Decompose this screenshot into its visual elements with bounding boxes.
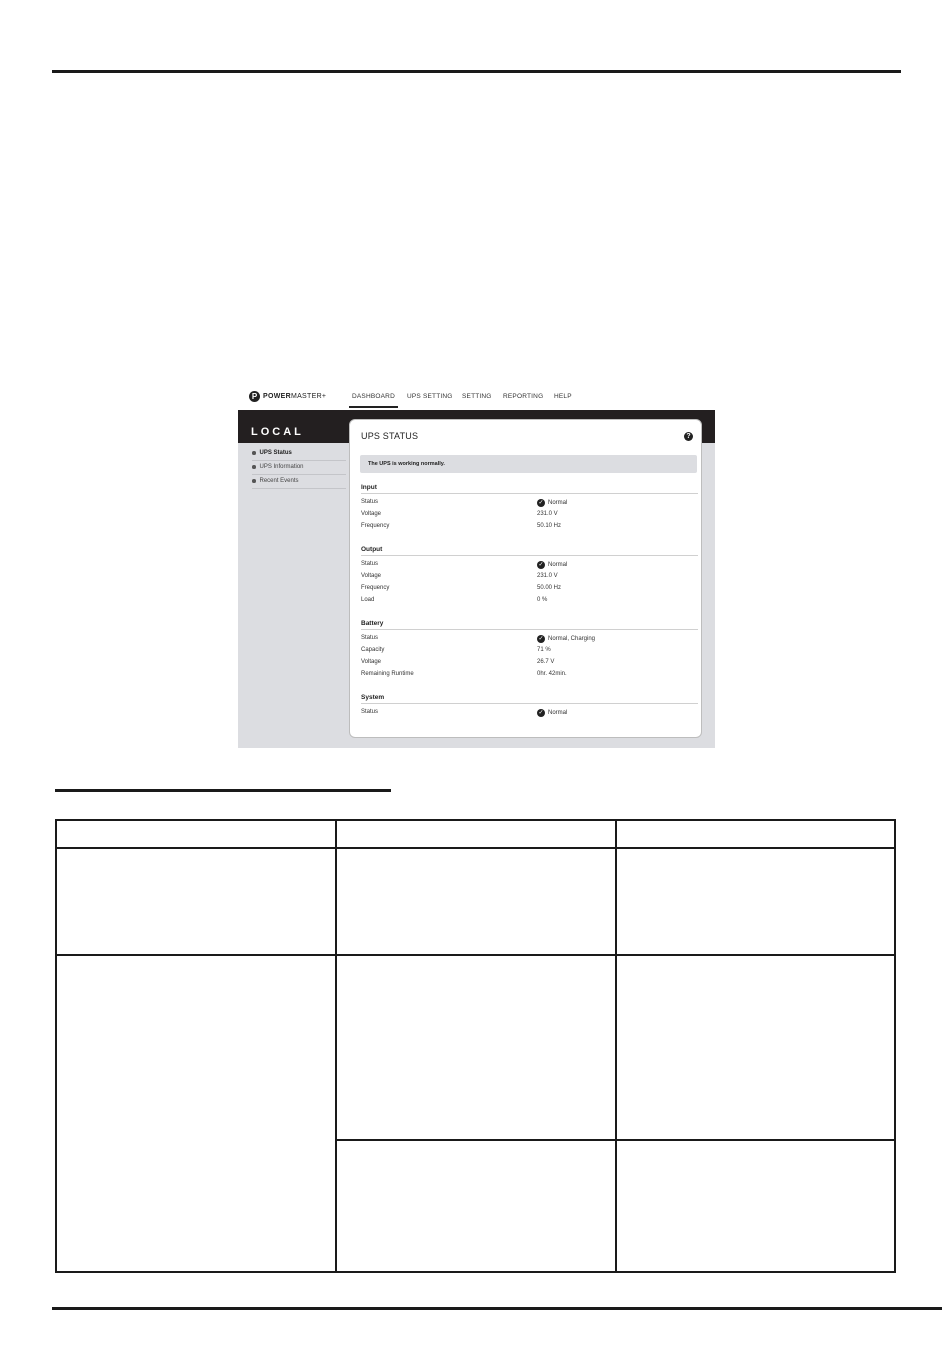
row-label: Frequency	[361, 585, 390, 591]
section-heading-battery: Battery	[361, 620, 698, 630]
sidebar-item-label: UPS Information	[259, 464, 304, 470]
row-value	[537, 635, 595, 643]
row-label: Remaining Runtime	[361, 671, 414, 677]
output-load-row	[361, 597, 698, 607]
table-cell	[615, 954, 896, 1141]
check-circle-icon: ✓	[538, 562, 544, 568]
output-voltage-value: 231.0 V	[537, 573, 558, 579]
check-circle-icon: ✓	[538, 500, 544, 506]
battery-capacity-row	[361, 647, 698, 657]
sidebar-item-label: UPS Status	[259, 450, 292, 456]
powermaster-logo[interactable]	[249, 391, 326, 402]
logo-text-rest: MASTER+	[290, 393, 327, 400]
table-cell	[615, 1139, 896, 1273]
input-voltage-value: 231.0 V	[537, 511, 558, 517]
sidebar-item-label: Recent Events	[259, 478, 299, 484]
table-header-cell	[335, 819, 617, 849]
table-cell	[55, 954, 337, 1273]
bullet-icon	[252, 451, 256, 455]
section-underline	[55, 789, 391, 792]
bullet-icon	[252, 479, 256, 483]
app-screenshot	[238, 386, 715, 748]
ups-status-panel	[349, 419, 702, 738]
row-value	[537, 709, 567, 717]
section-heading-input: Input	[361, 484, 698, 494]
row-label: Voltage	[361, 511, 382, 517]
row-label: Status	[361, 635, 379, 641]
row-label: Capacity	[361, 647, 385, 653]
sidebar-title: LOCAL	[251, 426, 304, 438]
battery-status-value: Normal, Charging	[548, 636, 596, 642]
help-icon[interactable]: ?	[684, 432, 693, 441]
table-header-cell	[55, 819, 337, 849]
bullet-icon	[252, 465, 256, 469]
row-label: Voltage	[361, 573, 382, 579]
nav-help[interactable]: HELP	[554, 393, 572, 400]
row-label: Status	[361, 499, 379, 505]
battery-capacity-value: 71 %	[537, 647, 551, 653]
table-cell	[55, 847, 337, 956]
output-frequency-value: 50.00 Hz	[537, 585, 562, 591]
battery-runtime-row	[361, 671, 698, 681]
sidebar-item-ups-status[interactable]	[252, 446, 346, 461]
table-cell	[335, 847, 617, 956]
input-status-value: Normal	[548, 500, 568, 506]
check-circle-icon: ✓	[538, 710, 544, 716]
output-load-value: 0 %	[537, 597, 548, 603]
section-heading-output: Output	[361, 546, 698, 556]
table-cell	[335, 1139, 617, 1273]
table-header-cell	[615, 819, 896, 849]
logo-text	[263, 393, 326, 400]
bottom-rule	[52, 1307, 942, 1310]
input-frequency-row	[361, 523, 698, 533]
nav-reporting[interactable]: REPORTING	[503, 393, 544, 400]
row-label: Status	[361, 709, 379, 715]
row-value	[537, 499, 567, 507]
row-label: Voltage	[361, 659, 382, 665]
system-status-value: Normal	[548, 710, 568, 716]
row-label: Load	[361, 597, 375, 603]
sidebar-item-recent-events[interactable]	[252, 474, 346, 489]
status-banner: The UPS is working normally.	[360, 455, 697, 473]
logo-icon: P	[249, 391, 260, 402]
system-status-row	[361, 709, 698, 719]
row-value	[537, 561, 567, 569]
row-label: Frequency	[361, 523, 390, 529]
battery-voltage-row	[361, 659, 698, 669]
panel-title: UPS STATUS	[361, 431, 419, 441]
output-status-value: Normal	[548, 562, 568, 568]
table-cell	[615, 847, 896, 956]
sidebar-item-ups-information[interactable]	[252, 460, 346, 475]
nav-setting[interactable]: SETTING	[462, 393, 492, 400]
output-frequency-row	[361, 585, 698, 595]
battery-runtime-value: 0hr. 42min.	[537, 671, 567, 677]
table-cell	[335, 954, 617, 1141]
row-label: Status	[361, 561, 379, 567]
output-voltage-row	[361, 573, 698, 583]
logo-text-bold: POWER	[263, 393, 291, 400]
battery-status-row	[361, 635, 698, 645]
nav-ups-setting[interactable]: UPS SETTING	[407, 393, 453, 400]
input-status-row	[361, 499, 698, 509]
battery-voltage-value: 26.7 V	[537, 659, 555, 665]
input-voltage-row	[361, 511, 698, 521]
nav-dashboard[interactable]: DASHBOARD	[352, 393, 395, 400]
top-navigation	[238, 386, 715, 410]
input-frequency-value: 50.10 Hz	[537, 523, 562, 529]
check-circle-icon: ✓	[538, 636, 544, 642]
top-rule	[52, 70, 901, 73]
output-status-row	[361, 561, 698, 571]
section-heading-system: System	[361, 694, 698, 704]
